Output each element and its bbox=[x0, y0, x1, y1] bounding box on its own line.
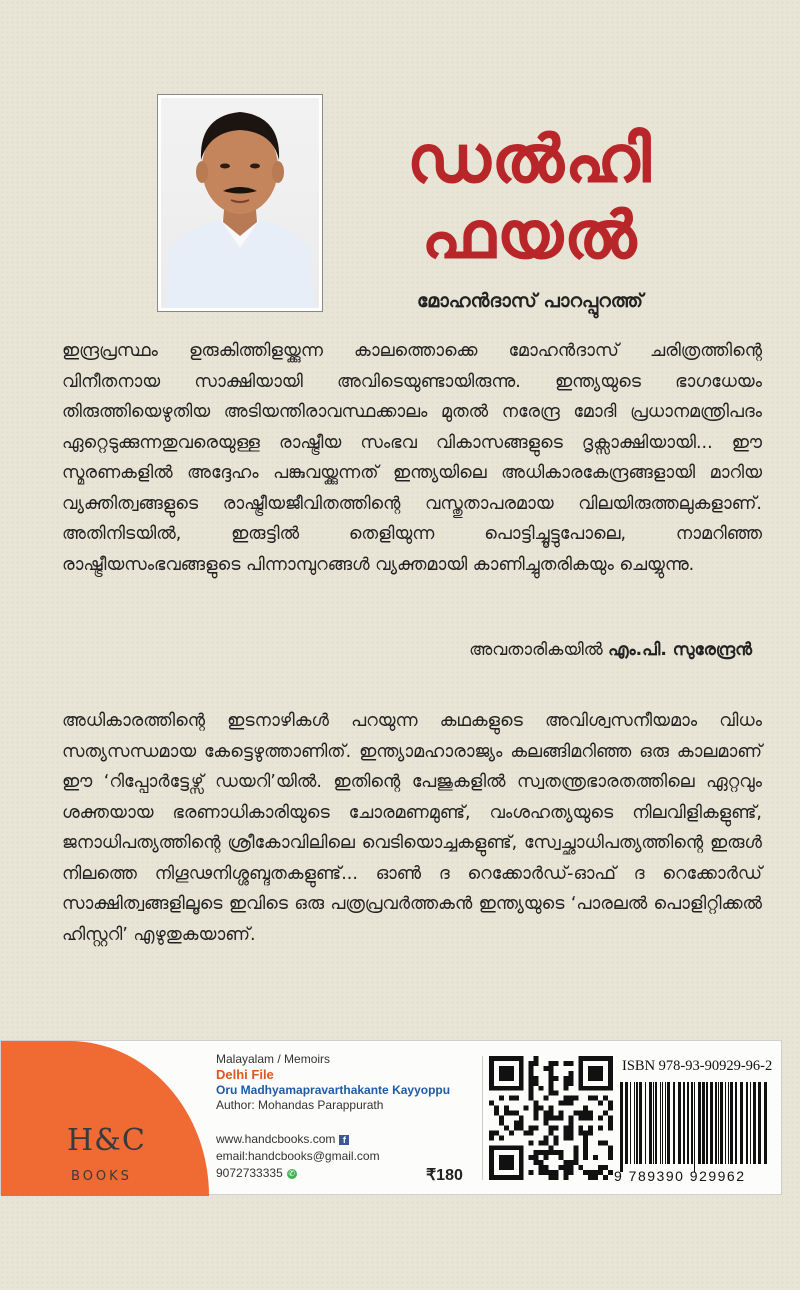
facebook-icon[interactable]: f bbox=[339, 1135, 349, 1145]
qr-code[interactable] bbox=[482, 1056, 613, 1180]
website-link[interactable]: www.handcbooks.com bbox=[216, 1132, 336, 1146]
foreword-attribution bbox=[469, 640, 752, 660]
author-photo bbox=[161, 98, 319, 308]
blurb-paragraph-2: അധികാരത്തിന്റെ ഇടനാഴികൾ പറയുന്ന കഥകളുടെ അവിശ്വസനീയമാം വിധം സത്യസന്ധമായ കേട്ടെഴുത്താണിത്. ഇന്ത്യാമഹാരാജ്യം കലങ്ങിമറിഞ്ഞ ഒരു കാലമാണ് ഈ ‘റിപ്പോർട്ടേഴ്സ് ഡയറി’യിൽ. ഇതിന്റെ പേജുകളിൽ സ്വതന്ത്രഭാരതത്തിലെ ഏറ്റവും ശക്തയായ ഭരണാധികാരിയുടെ ചോരമണമുണ്ട്, വംശഹത്യയുടെ നിലവിളികളുണ്ട്, ജനാധിപത്യത്തിന്റെ ശ്രീകോവിലിലെ വെടിയൊച്ചകളുണ്ട്, സ്വേച്ഛാധിപത്യത്തിന്റെ ഇരുൾ നിലത്തെ നിഗൂഢനിശ്ശബ്ദതകളുണ്ട്... ഓൺ ദ റെക്കോർഡ്-ഓഫ് ദ റെക്കോർഡ് സാക്ഷിത്വങ്ങളിലൂടെ ഇവിടെ ഒരു പത്രപ്രവർത്തകൻ ഇന്ത്യയുടെ ‘പാരലൽ പൊളിറ്റിക്കൽ ഹിസ്റ്ററി’ എഴുതുകയാണ്. bbox=[62, 711, 762, 945]
attribution-name: എം.പി. സുരേന്ദ്രൻ bbox=[608, 640, 752, 660]
book-info bbox=[216, 1052, 450, 1112]
publisher-logo: H&C bbox=[67, 1123, 146, 1158]
barcode bbox=[614, 1082, 776, 1172]
price: ₹180 bbox=[426, 1167, 463, 1184]
phone-number[interactable]: 9072733335 bbox=[216, 1166, 283, 1180]
publisher-accent-block bbox=[1, 1041, 209, 1196]
author-line: Author: Mohandas Parappurath bbox=[216, 1098, 384, 1112]
isbn-number: ISBN 978-93-90929-96-2 bbox=[622, 1058, 773, 1074]
english-title: Delhi File bbox=[216, 1067, 274, 1082]
author-photo-frame bbox=[157, 94, 323, 312]
author-name: മോഹൻദാസ് പാറപ്പുറത്ത് bbox=[417, 290, 643, 312]
phone-line bbox=[216, 1166, 297, 1180]
email-line[interactable]: email:handcbooks@gmail.com bbox=[216, 1149, 380, 1163]
english-subtitle: Oru Madhyamapravarthakante Kayyoppu bbox=[216, 1083, 451, 1097]
website-line bbox=[216, 1132, 349, 1146]
blurb-paragraph-1: ഇന്ദ്രപ്രസ്ഥം ഉരുകിത്തിളയ്ക്കുന്ന കാലത്തൊക്കെ മോഹൻദാസ് ചരിത്രത്തിന്റെ വിനീതനായ സാക്ഷിയായി അവിടെയുണ്ടായിരുന്നു. ഇന്ത്യയുടെ ഭാഗധേയം തിരുത്തിയെഴുതിയ അടിയന്തിരാവസ്ഥക്കാലം മുതൽ നരേന്ദ്ര മോദി പ്രധാനമന്ത്രിപദം ഏറ്റെടുക്കുന്നതുവരെയുള്ള രാഷ്ട്രീയ സംഭവ വികാസങ്ങളുടെ ദൃക്സാക്ഷിയായി... ഈ സ്മരണകളിൽ അദ്ദേഹം പങ്കുവയ്ക്കുന്നത് ഇന്ത്യയിലെ അധികാരകേന്ദ്രങ്ങളായി മാറിയ വ്യക്തിത്വങ്ങളുടെ രാഷ്ട്രീയജീവിതത്തിന്റെ വസ്തുതാപരമായ വിലയിരുത്തലുകളാണ്. അതിനിടയിൽ, ഇരുട്ടിൽ തെളിയുന്ന പൊട്ടിച്ചൂട്ടുപോലെ, നാമറിഞ്ഞ രാഷ്ട്രീയസംഭവങ്ങളുടെ പിന്നാമ്പുറങ്ങൾ വ്യക്തമായി കാണിച്ചുതരികയും ചെയ്യുന്നു. bbox=[62, 341, 762, 575]
book-category: Malayalam / Memoirs bbox=[216, 1052, 331, 1066]
barcode-digits: 9 789390 929962 bbox=[614, 1168, 746, 1184]
whatsapp-icon[interactable]: ✆ bbox=[288, 1168, 296, 1178]
attribution-prefix: അവതാരികയിൽ bbox=[469, 640, 603, 660]
publisher-logo-subtext: BOOKS bbox=[71, 1169, 132, 1184]
book-title-line-1: ഡൽഹി bbox=[407, 123, 653, 197]
book-title-line-2: ഫയൽ bbox=[422, 199, 638, 273]
